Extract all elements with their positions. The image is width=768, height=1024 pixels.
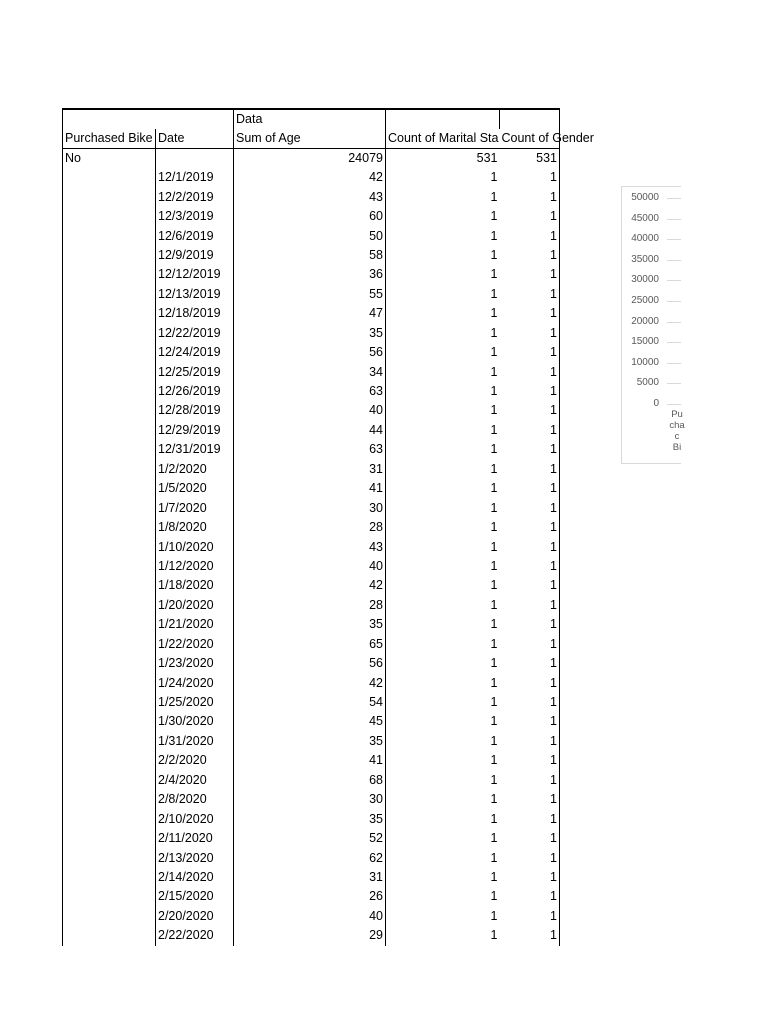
table-row	[63, 479, 560, 498]
table-row	[63, 246, 560, 265]
table-row	[63, 848, 560, 867]
purchased-bike-cell[interactable]	[63, 479, 156, 498]
sum-of-age-cell[interactable]: 44	[234, 421, 386, 440]
count-marital-cell[interactable]: 1	[490, 286, 498, 301]
sum-of-age-cell[interactable]: 60	[234, 207, 386, 226]
count-marital-cell[interactable]: 1	[490, 597, 498, 612]
count-marital-cell[interactable]: 1	[490, 247, 498, 262]
date-cell[interactable]: 1/31/2020	[156, 732, 234, 751]
date-cell[interactable]: 2/10/2020	[156, 809, 234, 828]
count-gender-cell[interactable]: 1	[500, 265, 560, 284]
y-gridline	[667, 198, 681, 199]
count-gender-cell[interactable]: 1	[500, 887, 560, 906]
count-gender-cell[interactable]: 1	[500, 654, 560, 673]
purchased-bike-cell[interactable]	[63, 265, 156, 284]
date-cell[interactable]: 12/2/2019	[156, 187, 234, 206]
purchased-bike-cell[interactable]	[63, 246, 156, 265]
purchased-bike-cell[interactable]	[63, 460, 156, 479]
count-marital-cell[interactable]: 1	[490, 267, 498, 282]
date-cell[interactable]: 2/2/2020	[156, 751, 234, 770]
count-gender-cell[interactable]: 1	[500, 673, 560, 692]
table-row	[63, 635, 560, 654]
pivot-top-header-row	[63, 109, 560, 129]
count-gender-cell[interactable]: 1	[500, 771, 560, 790]
y-tick-label: 20000	[631, 315, 659, 327]
table-row	[63, 809, 560, 828]
sum-of-age-cell[interactable]: 54	[234, 693, 386, 712]
table-row	[63, 168, 560, 187]
purchased-bike-cell[interactable]	[63, 635, 156, 654]
sum-of-age-cell[interactable]: 28	[234, 518, 386, 537]
table-row	[63, 673, 560, 692]
sum-of-age-cell[interactable]: 35	[234, 809, 386, 828]
date-cell[interactable]: 1/25/2020	[156, 693, 234, 712]
y-gridline	[667, 342, 681, 343]
sum-of-age-cell[interactable]: 26	[234, 887, 386, 906]
purchased-bike-cell[interactable]	[63, 518, 156, 537]
count-gender-cell[interactable]: 1	[500, 498, 560, 517]
table-row	[63, 596, 560, 615]
count-marital-cell[interactable]: 1	[490, 675, 498, 690]
count-marital-cell[interactable]: 1	[490, 189, 498, 204]
count-marital-cell[interactable]: 1	[490, 850, 498, 865]
count-gender-header-text: Count of Gender	[501, 131, 594, 145]
table-row	[63, 829, 560, 848]
count-gender-cell[interactable]: 1	[500, 693, 560, 712]
sum-of-age-cell[interactable]: 34	[234, 362, 386, 381]
purchased-bike-cell[interactable]	[63, 168, 156, 187]
corner-cell[interactable]	[63, 109, 156, 129]
table-row	[63, 440, 560, 459]
purchased-bike-cell[interactable]	[63, 187, 156, 206]
sum-of-age-cell[interactable]: 35	[234, 732, 386, 751]
sum-of-age-header[interactable]: Sum of Age	[234, 129, 386, 149]
table-row	[63, 324, 560, 343]
sum-of-age-cell[interactable]: 40	[234, 557, 386, 576]
purchased-bike-cell[interactable]	[63, 848, 156, 867]
corner-cell-2[interactable]	[156, 109, 234, 129]
y-gridline	[667, 322, 681, 323]
table-row	[63, 382, 560, 401]
count-marital-cell[interactable]: 1	[490, 558, 498, 573]
count-marital-cell[interactable]: 1	[490, 403, 498, 418]
sum-of-age-cell[interactable]: 40	[234, 907, 386, 926]
count-marital-cell[interactable]: 1	[490, 831, 498, 846]
y-gridline	[667, 383, 681, 384]
sum-of-age-cell[interactable]: 42	[234, 576, 386, 595]
count-gender-cell[interactable]: 1	[500, 712, 560, 731]
count-marital-cell[interactable]: 1	[490, 384, 498, 399]
date-cell[interactable]: 12/12/2019	[156, 265, 234, 284]
sum-of-age-cell[interactable]: 36	[234, 265, 386, 284]
count-marital-cell[interactable]: 1	[490, 364, 498, 379]
purchased-bike-cell[interactable]	[63, 440, 156, 459]
date-cell[interactable]: 2/20/2020	[156, 907, 234, 926]
date-cell[interactable]: 12/25/2019	[156, 362, 234, 381]
purchased-bike-cell[interactable]	[63, 324, 156, 343]
table-row	[63, 265, 560, 284]
pivot-chart[interactable]	[621, 186, 685, 464]
purchased-bike-cell[interactable]	[63, 401, 156, 420]
count-marital-cell[interactable]: 1	[490, 811, 498, 826]
table-row	[63, 654, 560, 673]
count-marital-cell[interactable]: 1	[490, 209, 498, 224]
count-gender-cell[interactable]: 1	[500, 382, 560, 401]
purchased-bike-cell[interactable]	[63, 537, 156, 556]
purchased-bike-cell[interactable]	[63, 285, 156, 304]
count-marital-cell[interactable]: 1	[490, 928, 498, 943]
count-gender-cell[interactable]: 1	[500, 479, 560, 498]
count-marital-cell[interactable]: 1	[490, 481, 498, 496]
count-gender-cell[interactable]: 1	[500, 187, 560, 206]
count-gender-cell[interactable]: 1	[500, 246, 560, 265]
sum-of-age-cell[interactable]: 31	[234, 460, 386, 479]
y-tick-label: 35000	[631, 253, 659, 265]
sum-of-age-cell[interactable]: 58	[234, 246, 386, 265]
table-row	[63, 712, 560, 731]
date-cell[interactable]: 2/14/2020	[156, 868, 234, 887]
count-gender-cell[interactable]: 1	[500, 790, 560, 809]
date-cell[interactable]: 1/12/2020	[156, 557, 234, 576]
purchased-bike-cell[interactable]	[63, 576, 156, 595]
date-cell[interactable]: 12/26/2019	[156, 382, 234, 401]
count-marital-cell[interactable]: 1	[490, 170, 498, 185]
y-gridline	[667, 280, 681, 281]
date-cell[interactable]: 1/5/2020	[156, 479, 234, 498]
count-marital-cell[interactable]: 1	[490, 617, 498, 632]
count-marital-cell[interactable]: 1	[490, 889, 498, 904]
date-cell[interactable]: 1/20/2020	[156, 596, 234, 615]
count-marital-status-header[interactable]: Count of Marital Sta	[386, 129, 500, 149]
purchased-bike-cell[interactable]	[63, 615, 156, 634]
sum-of-age-cell[interactable]: 29	[234, 926, 386, 945]
date-cell[interactable]: 1/22/2020	[156, 635, 234, 654]
table-row	[63, 343, 560, 362]
purchased-bike-cell[interactable]	[63, 693, 156, 712]
purchased-bike-header[interactable]: Purchased Bike	[63, 129, 156, 149]
table-row	[63, 771, 560, 790]
count-gender-cell[interactable]: 1	[500, 907, 560, 926]
purchased-bike-cell[interactable]	[63, 673, 156, 692]
date-cell[interactable]: 1/21/2020	[156, 615, 234, 634]
date-cell[interactable]: 1/2/2020	[156, 460, 234, 479]
count-gender-cell[interactable]: 1	[500, 518, 560, 537]
y-tick-label: 25000	[631, 295, 659, 306]
count-gender-cell[interactable]: 1	[500, 324, 560, 343]
pivot-column-header-row	[63, 129, 560, 149]
purchased-bike-cell[interactable]	[63, 304, 156, 323]
y-tick-label: 40000	[631, 233, 659, 245]
sum-of-age-cell[interactable]: 52	[234, 829, 386, 848]
date-cell[interactable]: 2/8/2020	[156, 790, 234, 809]
y-tick-label: 0	[653, 398, 659, 409]
date-cell[interactable]: 2/22/2020	[156, 926, 234, 945]
purchased-bike-cell[interactable]	[63, 732, 156, 751]
y-tick-label: 10000	[631, 356, 659, 368]
sum-of-age-cell[interactable]: 41	[234, 479, 386, 498]
sum-of-age-cell[interactable]: 56	[234, 343, 386, 362]
purchased-bike-cell[interactable]	[63, 868, 156, 887]
count-marital-cell[interactable]: 1	[490, 733, 498, 748]
count-gender-cell[interactable]: 1	[500, 576, 560, 595]
date-cell[interactable]: 12/3/2019	[156, 207, 234, 226]
date-cell[interactable]: 1/30/2020	[156, 712, 234, 731]
sum-of-age-cell[interactable]: 31	[234, 868, 386, 887]
x-category-label	[662, 409, 692, 453]
table-row	[63, 518, 560, 537]
table-row	[63, 401, 560, 420]
count-marital-cell[interactable]: 1	[490, 539, 498, 554]
count-marital-cell[interactable]: 1	[490, 228, 498, 243]
table-row	[63, 421, 560, 440]
count-marital-cell[interactable]: 1	[490, 500, 498, 515]
table-row	[63, 615, 560, 634]
purchased-bike-cell[interactable]	[63, 382, 156, 401]
date-cell[interactable]: 2/11/2020	[156, 829, 234, 848]
date-cell[interactable]: 1/18/2020	[156, 576, 234, 595]
count-gender-cell[interactable]: 1	[500, 304, 560, 323]
group-date-blank[interactable]	[156, 149, 234, 169]
table-row	[63, 498, 560, 517]
count-marital-cell[interactable]: 1	[490, 772, 498, 787]
y-gridline	[667, 239, 681, 240]
count-gender-cell[interactable]: 1	[500, 635, 560, 654]
purchased-bike-cell[interactable]	[63, 557, 156, 576]
date-cell[interactable]: 12/22/2019	[156, 324, 234, 343]
count-marital-cell[interactable]: 1	[490, 753, 498, 768]
count-marital-cell[interactable]: 1	[490, 869, 498, 884]
count-gender-cell[interactable]: 1	[500, 829, 560, 848]
date-cell[interactable]: 1/7/2020	[156, 498, 234, 517]
y-tick-label: 50000	[631, 192, 659, 203]
purchased-bike-cell[interactable]	[63, 226, 156, 245]
group-sum-age[interactable]: 24079	[234, 149, 386, 169]
x-category-label-line: cha	[669, 420, 685, 431]
count-marital-cell[interactable]: 1	[490, 695, 498, 710]
group-count-gender[interactable]: 531	[500, 149, 560, 169]
table-row	[63, 187, 560, 206]
count-gender-cell[interactable]: 1	[500, 751, 560, 770]
table-row	[63, 285, 560, 304]
date-cell[interactable]: 12/6/2019	[156, 226, 234, 245]
y-gridline	[667, 260, 681, 261]
y-gridline	[667, 219, 681, 220]
sum-of-age-cell[interactable]: 65	[234, 635, 386, 654]
sum-of-age-cell[interactable]: 42	[234, 168, 386, 187]
table-row	[63, 907, 560, 926]
count-gender-cell[interactable]: 1	[500, 868, 560, 887]
date-cell[interactable]: 2/13/2020	[156, 848, 234, 867]
sum-of-age-cell[interactable]: 43	[234, 187, 386, 206]
count-marital-cell[interactable]: 1	[490, 442, 498, 457]
x-category-label-line: c	[674, 431, 680, 442]
y-tick-label: 45000	[631, 212, 659, 224]
count-marital-cell[interactable]: 1	[490, 636, 498, 651]
sum-of-age-cell[interactable]: 35	[234, 324, 386, 343]
sum-of-age-cell[interactable]: 43	[234, 537, 386, 556]
sum-of-age-cell[interactable]: 55	[234, 285, 386, 304]
count-gender-cell[interactable]: 1	[500, 207, 560, 226]
count-marital-cell[interactable]: 1	[490, 520, 498, 535]
x-category-label-line: Bi	[672, 442, 682, 453]
count-gender-cell[interactable]: 1	[500, 537, 560, 556]
pivot-table	[62, 108, 594, 946]
sum-of-age-cell[interactable]: 63	[234, 382, 386, 401]
table-row	[63, 790, 560, 809]
count-gender-cell[interactable]: 1	[500, 168, 560, 187]
sum-of-age-cell[interactable]: 45	[234, 712, 386, 731]
count-gender-cell[interactable]: 1	[500, 401, 560, 420]
y-gridline	[667, 404, 681, 405]
count-gender-cell[interactable]: 1	[500, 343, 560, 362]
purchased-bike-cell[interactable]	[63, 343, 156, 362]
date-cell[interactable]: 12/1/2019	[156, 168, 234, 187]
count-gender-cell[interactable]: 1	[500, 615, 560, 634]
purchased-bike-cell[interactable]	[63, 498, 156, 517]
date-cell[interactable]: 12/31/2019	[156, 440, 234, 459]
date-cell[interactable]: 12/9/2019	[156, 246, 234, 265]
date-cell[interactable]: 12/18/2019	[156, 304, 234, 323]
count-marital-cell[interactable]: 1	[490, 306, 498, 321]
count-marital-cell[interactable]: 1	[490, 908, 498, 923]
sum-of-age-cell[interactable]: 41	[234, 751, 386, 770]
purchased-bike-cell[interactable]	[63, 362, 156, 381]
purchased-bike-cell[interactable]	[63, 771, 156, 790]
sum-of-age-cell[interactable]: 62	[234, 848, 386, 867]
date-cell[interactable]: 1/10/2020	[156, 537, 234, 556]
date-cell[interactable]: 1/8/2020	[156, 518, 234, 537]
date-cell[interactable]: 2/4/2020	[156, 771, 234, 790]
sum-of-age-cell[interactable]: 30	[234, 790, 386, 809]
count-marital-cell[interactable]: 1	[490, 792, 498, 807]
table-row	[63, 460, 560, 479]
y-tick-label: 30000	[631, 274, 659, 286]
purchased-bike-cell[interactable]	[63, 809, 156, 828]
date-cell[interactable]: 1/24/2020	[156, 673, 234, 692]
count-gender-cell[interactable]: 1	[500, 732, 560, 751]
count-gender-cell[interactable]: 1	[500, 226, 560, 245]
x-category-label-line: Pu	[671, 409, 683, 420]
count-gender-cell[interactable]: 1	[500, 926, 560, 945]
count-gender-header[interactable]	[500, 129, 594, 149]
table-row	[63, 751, 560, 770]
table-row	[63, 926, 560, 945]
count-marital-cell[interactable]: 1	[490, 325, 498, 340]
count-gender-cell[interactable]: 1	[500, 596, 560, 615]
group-row-no	[63, 149, 560, 169]
date-cell[interactable]: 12/28/2019	[156, 401, 234, 420]
y-gridline	[667, 363, 681, 364]
table-row	[63, 207, 560, 226]
count-marital-cell[interactable]: 1	[490, 578, 498, 593]
count-gender-cell[interactable]: 1	[500, 809, 560, 828]
y-tick-label: 15000	[631, 336, 659, 348]
count-gender-cell[interactable]: 1	[500, 557, 560, 576]
count-gender-cell[interactable]: 1	[500, 460, 560, 479]
purchased-bike-cell[interactable]	[63, 907, 156, 926]
sum-of-age-cell[interactable]: 63	[234, 440, 386, 459]
date-cell[interactable]: 12/13/2019	[156, 285, 234, 304]
group-count-marital[interactable]: 531	[476, 151, 498, 165]
y-gridline	[667, 301, 681, 302]
table-row	[63, 537, 560, 556]
purchased-bike-cell[interactable]	[63, 654, 156, 673]
sum-of-age-cell[interactable]: 42	[234, 673, 386, 692]
count-marital-cell[interactable]: 1	[490, 656, 498, 671]
table-row	[63, 693, 560, 712]
date-cell[interactable]: 12/29/2019	[156, 421, 234, 440]
table-row	[63, 576, 560, 595]
table-row	[63, 226, 560, 245]
sum-of-age-cell[interactable]: 40	[234, 401, 386, 420]
count-marital-cell[interactable]: 1	[490, 422, 498, 437]
purchased-bike-cell[interactable]	[63, 926, 156, 945]
purchased-bike-cell[interactable]	[63, 421, 156, 440]
purchased-bike-cell[interactable]	[63, 596, 156, 615]
purchased-bike-cell[interactable]	[63, 751, 156, 770]
date-cell[interactable]: 1/23/2020	[156, 654, 234, 673]
purchased-bike-cell[interactable]	[63, 207, 156, 226]
table-row	[63, 868, 560, 887]
count-gender-cell[interactable]: 1	[500, 362, 560, 381]
purchased-bike-cell[interactable]	[63, 790, 156, 809]
sum-of-age-cell[interactable]: 47	[234, 304, 386, 323]
purchased-bike-cell[interactable]	[63, 829, 156, 848]
purchased-bike-cell[interactable]	[63, 887, 156, 906]
sum-of-age-cell[interactable]: 68	[234, 771, 386, 790]
table-row	[63, 304, 560, 323]
data-field-header-spacer-2[interactable]	[500, 109, 560, 129]
table-row	[63, 362, 560, 381]
count-marital-cell[interactable]: 1	[490, 714, 498, 729]
sum-of-age-cell[interactable]: 56	[234, 654, 386, 673]
sum-of-age-cell[interactable]: 28	[234, 596, 386, 615]
purchased-bike-cell[interactable]	[63, 712, 156, 731]
table-row	[63, 557, 560, 576]
count-gender-cell[interactable]: 1	[500, 848, 560, 867]
count-gender-cell[interactable]: 1	[500, 421, 560, 440]
sum-of-age-cell[interactable]: 50	[234, 226, 386, 245]
data-field-header-spacer[interactable]	[386, 109, 500, 129]
table-row	[63, 887, 560, 906]
date-cell[interactable]: 12/24/2019	[156, 343, 234, 362]
count-gender-cell[interactable]: 1	[500, 440, 560, 459]
count-gender-cell[interactable]: 1	[500, 285, 560, 304]
table-row	[63, 732, 560, 751]
y-tick-label: 5000	[636, 377, 659, 389]
sum-of-age-cell[interactable]: 30	[234, 498, 386, 517]
date-header[interactable]: Date	[156, 129, 234, 149]
data-field-header[interactable]: Data	[234, 109, 386, 129]
sum-of-age-cell[interactable]: 35	[234, 615, 386, 634]
group-label[interactable]: No	[63, 149, 156, 169]
date-cell[interactable]: 2/15/2020	[156, 887, 234, 906]
count-marital-cell[interactable]: 1	[490, 345, 498, 360]
count-marital-cell[interactable]: 1	[490, 461, 498, 476]
